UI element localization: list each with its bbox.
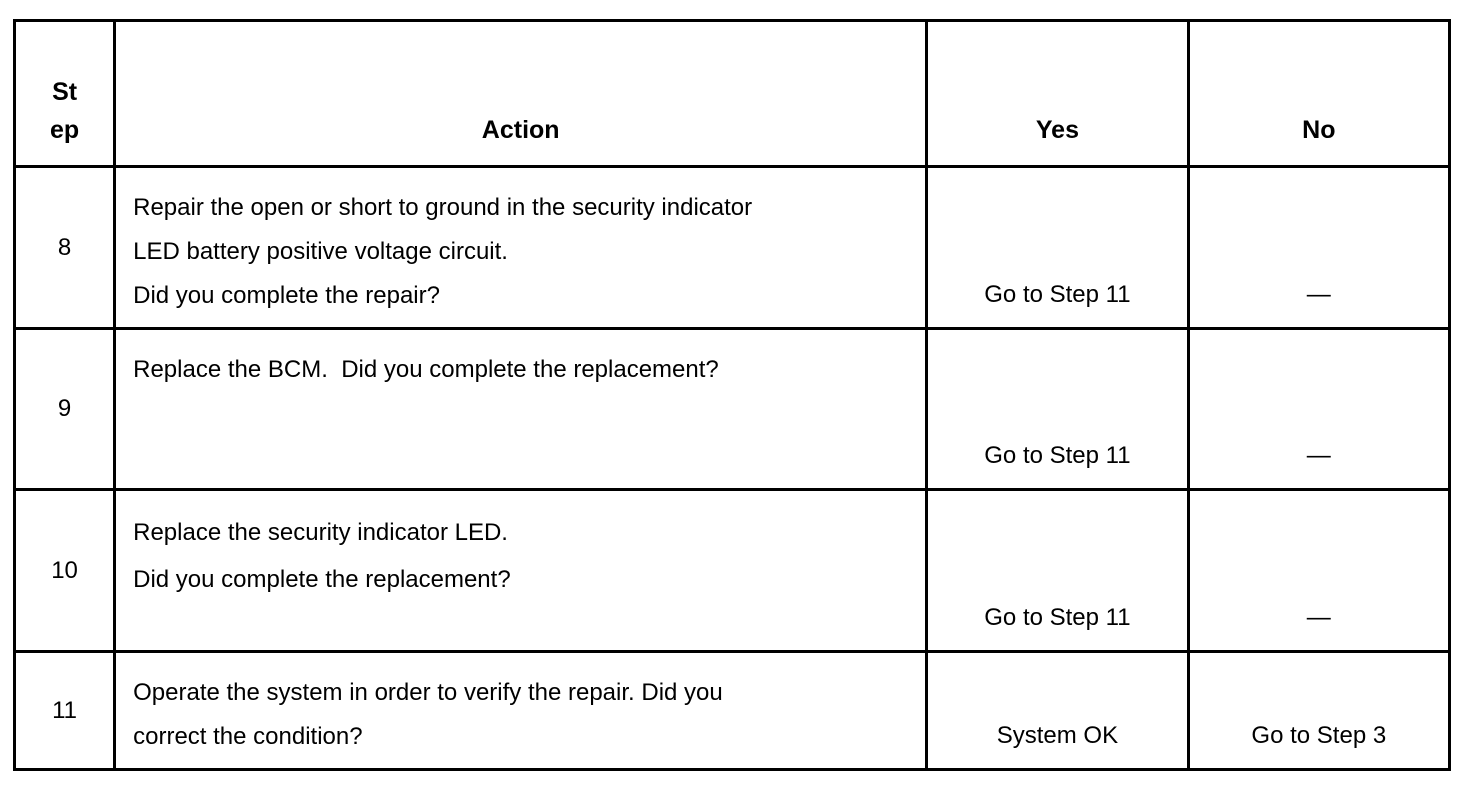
yes-result: System OK [927, 652, 1188, 770]
step-number: 10 [15, 490, 115, 652]
step-number: 11 [15, 652, 115, 770]
action-line: LED battery positive voltage circuit. [133, 238, 508, 265]
no-result: — [1188, 167, 1449, 329]
diagnostic-table [13, 19, 1451, 771]
step-number: 8 [15, 167, 115, 329]
action-text [115, 167, 927, 329]
header-step-line: ep [49, 116, 80, 144]
action-line: Replace the BCM. Did you complete the replacement? [133, 356, 719, 383]
yes-result: Go to Step 11 [927, 329, 1188, 490]
table-row [15, 652, 1450, 770]
no-result: — [1188, 490, 1449, 652]
action-line: Replace the security indicator LED. [133, 519, 508, 546]
step-number: 9 [15, 329, 115, 490]
no-result: Go to Step 3 [1188, 652, 1449, 770]
table-row [15, 167, 1450, 329]
header-row [15, 21, 1450, 167]
header-yes: Yes [927, 21, 1188, 167]
no-result: — [1188, 329, 1449, 490]
header-step [15, 21, 115, 167]
action-text [115, 652, 927, 770]
action-text [115, 329, 927, 490]
table-row [15, 490, 1450, 652]
action-line: Did you complete the replacement? [133, 566, 511, 593]
header-step-line: St [52, 78, 78, 106]
action-text [115, 490, 927, 652]
action-line: Operate the system in order to verify the repair. Did you [133, 679, 723, 706]
action-line: Did you complete the repair? [133, 282, 440, 309]
yes-result: Go to Step 11 [927, 167, 1188, 329]
header-step-label [16, 73, 113, 149]
header-action: Action [115, 21, 927, 167]
action-line: Repair the open or short to ground in the security indicator [133, 194, 753, 221]
yes-result: Go to Step 11 [927, 490, 1188, 652]
header-no: No [1188, 21, 1449, 167]
table-row [15, 329, 1450, 490]
action-line: correct the condition? [133, 723, 363, 750]
